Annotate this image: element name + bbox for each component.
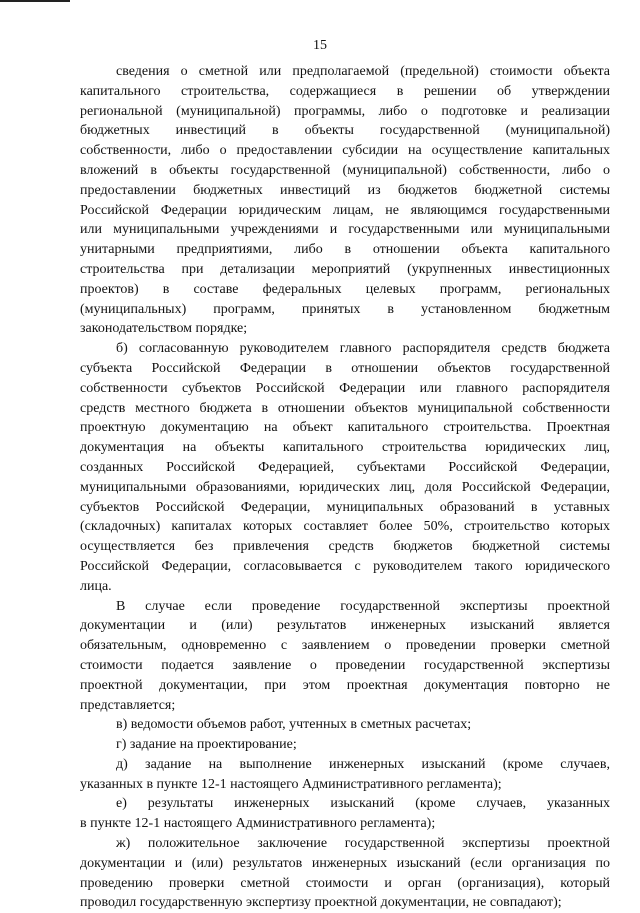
text-line: ж) положительное заключение государственной экспертизы проектной <box>116 836 610 852</box>
text-line: б) согласованную руководителем главного распорядителя средств бюджета <box>116 341 610 357</box>
page-number: 15 <box>313 38 327 53</box>
text-line: осуществляется без привлечения средств бюджетов бюджетной системы <box>80 539 610 555</box>
paragraph-para-g <box>80 735 610 755</box>
text-line: Российской Федерации юридическим лицам, не являющимся государственными <box>80 202 610 218</box>
text-line: документации и (или) результатов инженерных изысканий является <box>80 618 610 634</box>
text-line: указанных в пункте 12-1 настоящего Административного регламента); <box>80 776 502 792</box>
text-line: законодательством порядке; <box>80 321 248 337</box>
text-line: унитарными предприятиями, либо в отношении объекта капитального <box>80 242 610 258</box>
text-line: собственности субъектов Российской Федерации или главного распорядителя <box>80 380 610 396</box>
text-line: строительства при детализации мероприятий (укрупненных инвестиционных <box>80 261 610 277</box>
paragraph-para-v <box>80 715 610 735</box>
text-line: лица. <box>80 578 112 594</box>
text-line: собственности, либо о предоставлении субсидии на осуществление капитальных <box>80 143 610 159</box>
text-line: сведения о сметной или предполагаемой (предельной) стоимости объекта <box>116 64 610 79</box>
paragraph-para-e <box>80 794 610 834</box>
text-line: е) результаты инженерных изысканий (кроме случаев, указанных <box>116 796 610 812</box>
text-line: представляется; <box>80 697 176 713</box>
document-body <box>80 62 610 913</box>
text-line: в) ведомости объемов работ, учтенных в сметных расчетах; <box>116 717 472 733</box>
text-line: вложений в объекты государственной (муниципальной) собственности, либо о <box>80 162 610 178</box>
text-line: в пункте 12-1 настоящего Административного регламента); <box>80 816 436 832</box>
scan-corner-mark <box>0 0 70 2</box>
text-line: проектов) в составе федеральных целевых программ, региональных <box>80 281 610 297</box>
text-line: Российской Федерации, согласовывается с руководителем такого юридического <box>80 558 610 574</box>
text-line: региональной (муниципальной) программы, либо о подготовке и реализации <box>80 103 610 119</box>
text-line: проводил государственную экспертизу проектной документации, не совпадают); <box>80 895 562 911</box>
text-line: документации и (или) результатов инженерных изысканий (если организация по <box>80 855 610 871</box>
paragraph-para-d <box>80 755 610 795</box>
text-line: (муниципальных) программ, принятых в установленном бюджетным <box>80 301 610 317</box>
paragraph-para-case <box>80 597 610 716</box>
text-line: проектную документацию на объект капитального строительства. Проектная <box>80 420 610 436</box>
text-line: предоставлении бюджетных инвестиций из бюджетов бюджетной системы <box>80 182 610 198</box>
text-line: муниципальными образованиями, юридических лиц, доля Российской Федерации, <box>80 479 610 495</box>
text-line: проведению проверки сметной стоимости и орган (организация), который <box>80 875 610 891</box>
paragraph-para-b <box>80 339 610 596</box>
text-line: (складочных) капиталах которых составляет более 50%, строительство которых <box>80 519 610 535</box>
text-line: капитального строительства, содержащиеся в решении об утверждении <box>80 83 610 99</box>
paragraph-para-continuation <box>80 62 610 339</box>
text-line: д) задание на выполнение инженерных изысканий (кроме случаев, <box>116 756 610 772</box>
text-line: В случае если проведение государственной экспертизы проектной <box>116 598 610 614</box>
text-line: средств местного бюджета в отношении объектов муниципальной собственности <box>80 400 610 416</box>
text-line: субъекта Российской Федерации в отношении объектов государственной <box>80 360 610 376</box>
text-line: или муниципальными учреждениями и государственными или муниципальными <box>80 222 610 238</box>
text-line: созданных Российской Федерацией, субъектами Российской Федерации, <box>80 459 610 475</box>
text-line: проектной документации, при этом проектная документация повторно не <box>80 677 610 693</box>
text-line: стоимости подается заявление о проведении государственной экспертизы <box>80 657 610 673</box>
paragraph-para-zh <box>80 834 610 913</box>
text-line: бюджетных инвестиций в объекты государственной (муниципальной) <box>80 123 610 139</box>
text-line: обязательным, одновременно с заявлением о проведении проверки сметной <box>80 638 610 654</box>
text-line: субъектов Российской Федерации, муниципальных образований в уставных <box>80 499 610 515</box>
text-line: г) задание на проектирование; <box>116 737 297 753</box>
text-line: документация на объекты капитального строительства юридических лиц, <box>80 440 610 456</box>
